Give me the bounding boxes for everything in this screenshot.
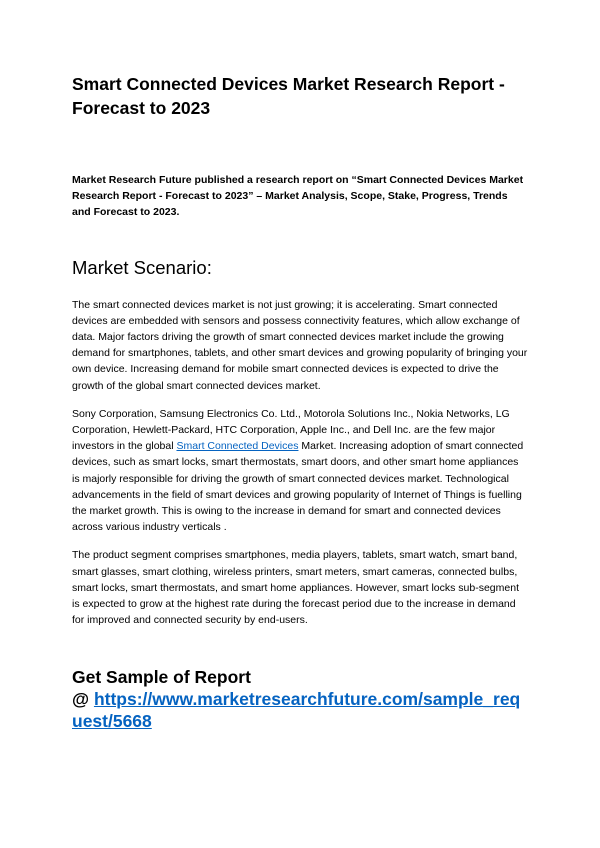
paragraph-2-text-start: Sony Corporation, Samsung Electronics Co. Ltd., Motorola Solutions Inc., Nokia Networks, LG Corporation, Hewlett-Packard, HTC Corporation, Apple Inc., and Dell Inc. are the few major investors in the global bbox=[72, 407, 510, 453]
intro-paragraph: Market Research Future published a research report on “Smart Connected Devices Market Research Report - Forecast to 2023” – Market Analysis, Scope, Stake, Progress, Trends and Forecast to 2023. bbox=[72, 174, 524, 219]
at-symbol: @ bbox=[72, 689, 94, 710]
sample-url-line bbox=[72, 688, 528, 732]
scenario-paragraph-2 bbox=[72, 406, 528, 536]
paragraph-2-text-end: Market. Increasing adoption of smart connected devices, such as smart locks, smart thermostats, smart doors, and other smart home appliances is majorly responsible for driving the growth of smart connected devices market. Technological advancements in the field of smart devices and growing popularity of Internet of Things is fuelling the market growth. This is owing to the increase in demand for smart and connected devices across various industry verticals . bbox=[72, 440, 524, 534]
sample-report-heading: Get Sample of Report bbox=[72, 667, 251, 688]
scenario-paragraph-1: The smart connected devices market is not just growing; it is accelerating. Smart connected devices are embedded with sensors and possess connectivity features, which allow exchange of data. Major factors driving the growth of smart connected devices market include the growing demand for smartphones, tablets, and other smart devices and growing popularity of bringing your own device. Increasing demand for mobile smart connected devices is expected to drive the growth of the global smart connected devices market. bbox=[72, 298, 528, 392]
scenario-paragraph-3: The product segment comprises smartphones, media players, tablets, smart watch, smart band, smart glasses, smart clothing, wireless printers, smart meters, smart cameras, connected bulbs, smart locks, smart thermostats, and smart home appliances. However, smart locks sub-segment is expected to grow at the highest rate during the forecast period due to the increase in demand for improved and connected security by end-users. bbox=[72, 549, 519, 627]
report-title: Smart Connected Devices Market Research Report - Forecast to 2023 bbox=[72, 74, 505, 118]
smart-connected-devices-link[interactable]: Smart Connected Devices bbox=[176, 440, 299, 453]
sample-report-link[interactable]: https://www.marketresearchfuture.com/sample_request/5668 bbox=[72, 689, 521, 732]
document-page bbox=[72, 72, 528, 732]
market-scenario-heading: Market Scenario: bbox=[72, 256, 212, 278]
